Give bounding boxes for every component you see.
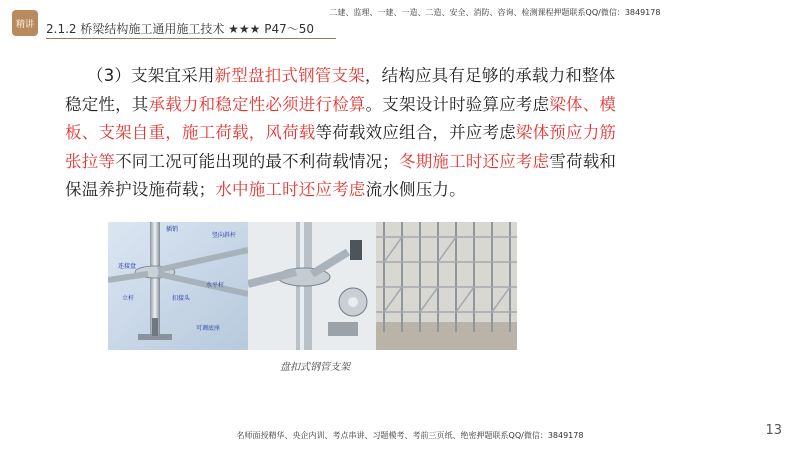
body-highlight: 梁体、模板、支架自重，施工荷载，风荷载	[65, 94, 617, 143]
body-highlight: 冬期施工时还应考虑	[399, 151, 550, 171]
label-post: 立杆	[122, 295, 135, 302]
body-segment: 等荷载效应组合，并应考虑	[315, 123, 516, 143]
logo	[12, 10, 38, 36]
body-paragraph	[65, 62, 625, 205]
label-disc: 连接盘	[118, 263, 137, 270]
scaffold-diagram-image	[108, 222, 248, 350]
page-title: 2.1.2 桥梁结构施工通用施工技术 ★★★ P47～50	[46, 22, 315, 36]
body-segment: 。支架设计时验算应考虑	[365, 94, 550, 114]
body-segment: 雪荷载和保温养护设施荷载；	[65, 151, 617, 200]
page-number: 13	[765, 423, 782, 438]
logo-text: 精讲	[15, 19, 34, 30]
header-divider	[46, 38, 336, 39]
body-segment: 流水侧压力。	[365, 180, 466, 200]
scaffold-figure	[108, 222, 517, 350]
scaffold-site-photo	[376, 222, 517, 350]
label-pin: 插销	[166, 226, 179, 233]
scaffold-joint-image	[248, 222, 376, 350]
body-highlight: 新型盘扣式钢管支架	[214, 66, 365, 85]
body-segment: ，结构应具有足够的承载力和整体稳定性，其	[65, 66, 616, 114]
body-segment: 不同工况可能出现的最不利荷载情况；	[115, 151, 400, 171]
body-segment: （3）支架宜采用	[87, 66, 215, 85]
body-highlight: 梁体预应力筋张拉等	[65, 123, 617, 171]
footer-note: 名师面授精华、央企内训、考点串讲、习题模考、考前三页纸、绝密押题联系QQ/微信：3849178	[236, 431, 584, 440]
body-highlight: 水中施工时还应考虑	[215, 180, 366, 200]
figure-caption: 盘扣式钢管支架	[280, 362, 350, 373]
top-note: 二建、监理、一建、一造、二造、安全、消防、咨询、检测课程押题联系QQ/微信：3849178	[329, 8, 661, 17]
body-highlight: 承载力和稳定性必须进行检算	[148, 94, 366, 114]
label-horizontal: 水平杆	[206, 282, 225, 289]
label-diagonal: 竖向斜杆	[212, 232, 237, 239]
label-base: 可调底座	[196, 325, 221, 332]
label-buckle: 扣接头	[172, 295, 191, 302]
